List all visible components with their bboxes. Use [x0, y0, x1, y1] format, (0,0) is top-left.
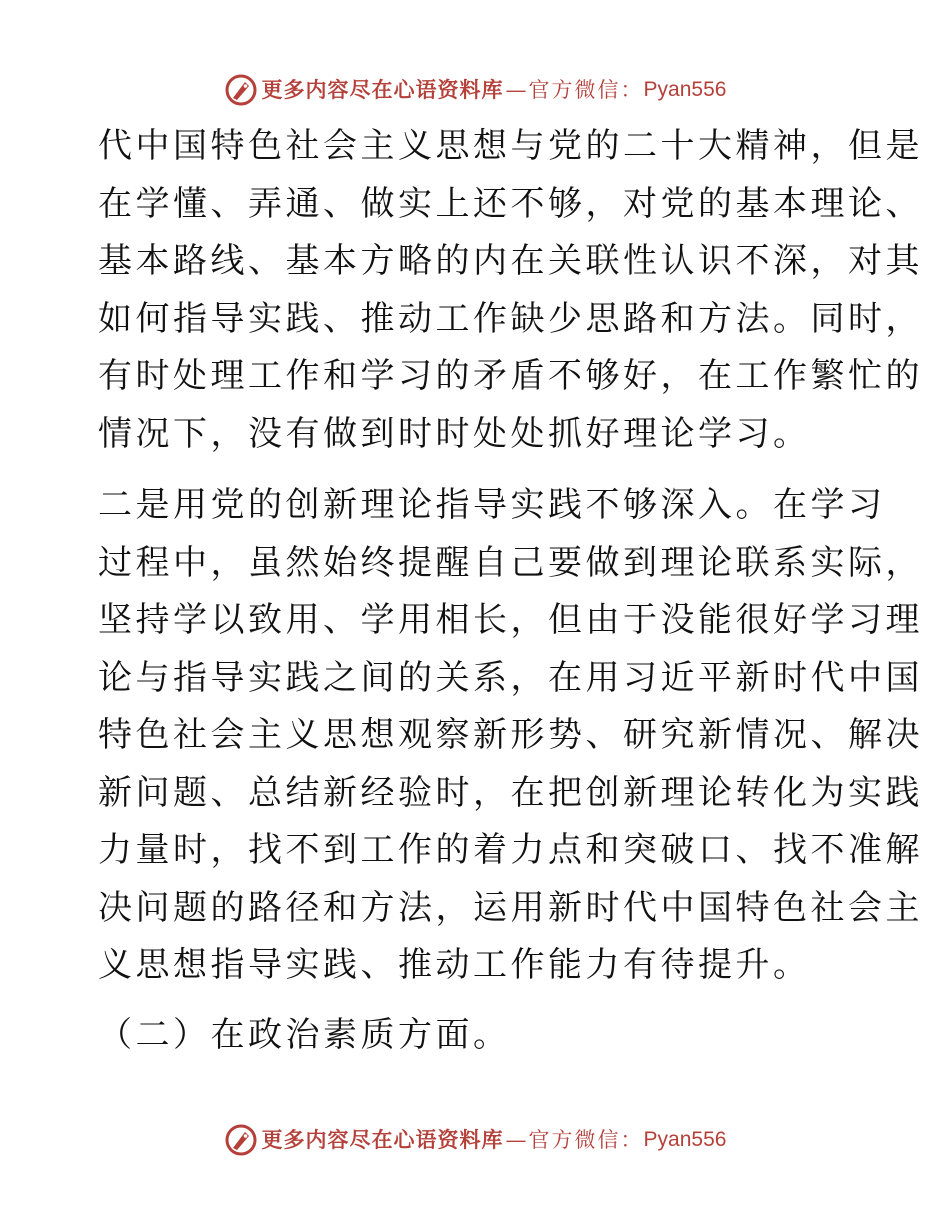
text-line: 二是用党的创新理论指导实践不够深入。在学习 — [98, 485, 886, 525]
banner-wechat-label: 官方微信： — [528, 1128, 644, 1152]
banner-wechat-id: Pyan556 — [643, 78, 727, 101]
banner-brand-text: 更多内容尽在心语资料库 — [261, 77, 504, 102]
text-line: 特色社会主义思想观察新形势、研究新情况、解决 — [98, 715, 923, 755]
banner-wechat-id: Pyan556 — [643, 1128, 727, 1151]
banner-wechat-label: 官方微信： — [528, 78, 644, 102]
text-line: 论与指导实践之间的关系，在用习近平新时代中国 — [98, 657, 923, 698]
text-line: 力量时，找不到工作的着力点和突破口、找不准解 — [98, 830, 923, 870]
text-line: 坚持学以致用、学用相长，但由于没能很好学习理 — [98, 600, 923, 640]
text-line: 代中国特色社会主义思想与党的二十大精神，但是 — [98, 126, 923, 166]
pen-nib-logo-icon — [224, 73, 258, 107]
text-line: 新问题、总结新经验时，在把创新理论转化为实践 — [98, 772, 923, 813]
document-body — [98, 118, 923, 1064]
header-watermark-banner — [0, 70, 950, 110]
paragraph-1 — [98, 118, 923, 463]
paragraph-2 — [98, 477, 923, 995]
text-line: 情况下，没有做到时时处处抓好理论学习。 — [98, 413, 811, 454]
banner-separator: — — [505, 78, 527, 102]
text-line: 过程中，虽然始终提醒自己要做到理论联系实际， — [98, 542, 923, 583]
text-line: 决问题的路径和方法，运用新时代中国特色社会主 — [98, 887, 923, 928]
banner-brand-text: 更多内容尽在心语资料库 — [261, 1127, 504, 1152]
section-heading — [98, 1007, 853, 1065]
text-line: 基本路线、基本方略的内在关联性认识不深，对其 — [98, 241, 923, 281]
footer-watermark-banner — [0, 1120, 950, 1160]
text-line: （二）在政治素质方面。 — [98, 1014, 511, 1055]
text-line: 有时处理工作和学习的矛盾不够好，在工作繁忙的 — [98, 356, 923, 396]
text-line: 如何指导实践、推动工作缺少思路和方法。同时， — [98, 298, 923, 339]
pen-nib-logo-icon — [224, 1123, 258, 1157]
text-line: 义思想指导实践、推动工作能力有待提升。 — [98, 945, 811, 985]
text-line: 在学懂、弄通、做实上还不够，对党的基本理论、 — [98, 183, 923, 224]
banner-separator: — — [505, 1128, 527, 1152]
